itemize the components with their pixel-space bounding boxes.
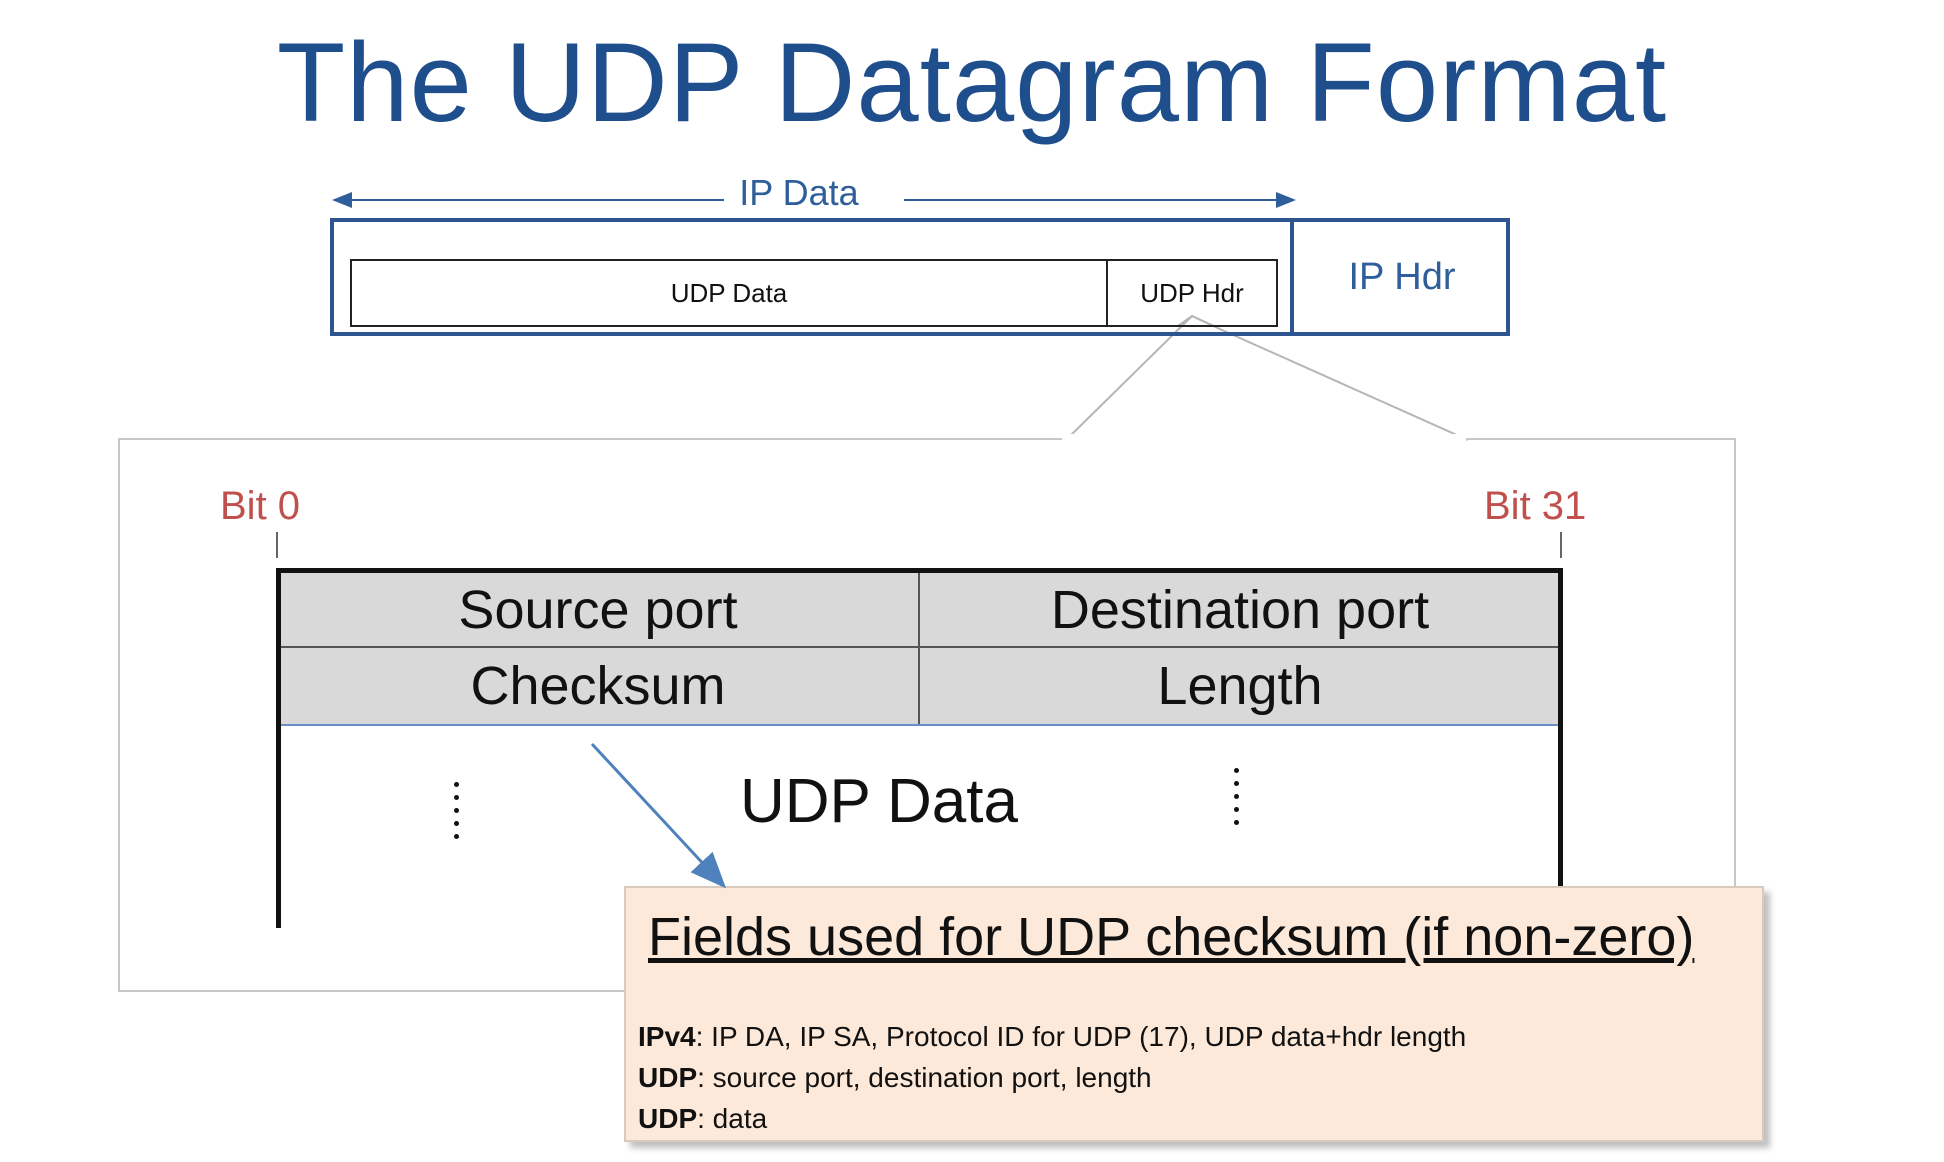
ip-data-label: IP Data: [724, 172, 874, 214]
bit-0-label: Bit 0: [220, 484, 301, 528]
callout-line-text: : source port, destination port, length: [697, 1062, 1152, 1093]
callout-title: Fields used for UDP checksum (if non-zero): [648, 907, 1695, 967]
datagram-right-border: [1558, 568, 1563, 888]
callout-line-label: IPv4: [638, 1021, 696, 1052]
callout-lines: [638, 1016, 1466, 1139]
bit-31-tick: [1560, 532, 1562, 558]
destination-port-field: Destination port: [918, 573, 1560, 646]
callout-line-label: UDP: [638, 1062, 698, 1093]
udp-datagram-box: [350, 259, 1278, 327]
ellipsis-right-icon: [1234, 768, 1239, 833]
ellipsis-left-icon: [454, 782, 459, 847]
ip-header-label: IP Hdr: [1348, 255, 1456, 298]
callout-line-text: : data: [697, 1103, 768, 1134]
page-title: The UDP Datagram Format: [276, 20, 1668, 145]
bit-0-tick: [276, 532, 278, 558]
length-field: Length: [918, 648, 1560, 724]
callout-line-udp-header: [638, 1057, 1466, 1098]
udp-data-segment: UDP Data: [670, 277, 788, 308]
zoom-box-opening: [1062, 434, 1466, 444]
checksum-field: Checksum: [470, 656, 726, 716]
checksum-callout: [624, 886, 1764, 1142]
callout-line-ipv4: [638, 1016, 1466, 1057]
callout-line-udp-data: [638, 1098, 1466, 1139]
bit-31-label: Bit 31: [1484, 484, 1587, 528]
source-port-field: Source port: [458, 579, 738, 640]
header-row-checksum-length: [278, 648, 1560, 726]
callout-line-label: UDP: [638, 1103, 698, 1134]
udp-data-area-label: UDP Data: [740, 767, 1018, 836]
udp-header-segment: UDP Hdr: [1106, 261, 1276, 325]
header-row-ports: [278, 568, 1560, 648]
callout-line-text: : IP DA, IP SA, Protocol ID for UDP (17), UDP data+hdr length: [695, 1021, 1467, 1052]
datagram-left-border: [276, 568, 281, 928]
